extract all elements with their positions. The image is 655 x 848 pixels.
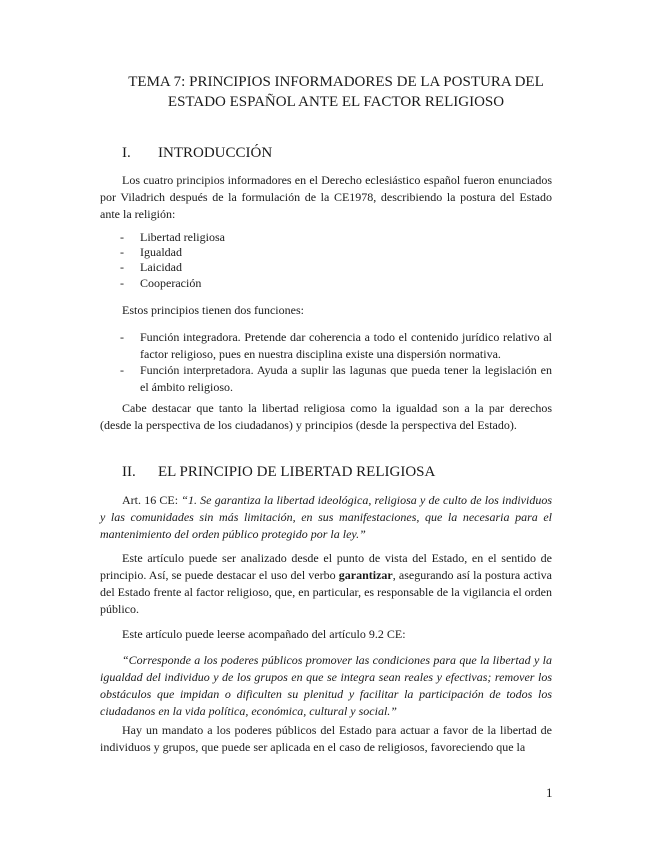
analysis-bold-verb: garantizar: [338, 568, 393, 582]
analysis-text-a: Este artículo puede ser analizado desde el punto de vista del Estado, en el sentido de principio. Así, se puede destacar el uso del verbo: [100, 551, 552, 582]
section-title: INTRODUCCIÓN: [158, 145, 273, 161]
section-number: I.: [122, 145, 131, 161]
intro-paragraph: Los cuatro principios informadores en el Derecho eclesiástico español fueron enunciados por Viladrich después de la formulación de la CE1978, describiendo la postura del Estado ante la religión:: [100, 173, 552, 221]
functions-intro: Estos principios tienen dos funciones:: [122, 303, 304, 317]
analysis-text-b: , asegurando así la postura activa del Estado frente al factor religioso, que, en particular, es responsable de la vigilancia el orden público.: [100, 568, 553, 616]
functions-list: [120, 329, 552, 395]
analysis-paragraph: [100, 550, 552, 618]
closing-paragraph: Cabe destacar que tanto la libertad religiosa como la igualdad son a la par derechos (desde la perspectiva de los ciudadanos) y principios (desde la perspectiva del Estado).: [100, 401, 552, 432]
list-item: - Laicidad: [120, 260, 225, 275]
page-title: [100, 72, 572, 112]
list-item: - Función interpretadora. Ayuda a suplir las lagunas que pueda tener la legislación en el ámbito religioso.: [120, 362, 552, 395]
list-item: - Cooperación: [120, 276, 225, 291]
article-16-paragraph: [100, 492, 552, 543]
article-16-quote: “1. Se garantiza la libertad ideológica, religiosa y de culto de los individuos y las comunidades sin más limitación, en sus manifestaciones, que la necesaria para el mantenimiento del orden público protegido por la ley.”: [100, 493, 552, 541]
section-heading-libertad-religiosa: [122, 464, 435, 481]
mandate-paragraph: Hay un mandato a los poderes públicos del Estado para actuar a favor de la libertad de individuos y grupos, que puede ser aplicada en el caso de religiosos, favoreciendo que la: [100, 723, 552, 754]
section-heading-introduccion: [122, 145, 272, 162]
principles-list: [120, 230, 225, 291]
article-9-2-quote: “Corresponde a los poderes públicos promover las condiciones para que la libertad y la igualdad del individuo y de los grupos en que se integra sean reales y efectivas; remover los obstáculos que impidan o dificulten su plenitud y facilitar la participación de todos los ciudadanos en la vida política, económica, cultural y social.”: [100, 653, 552, 718]
article-16-label: Art. 16 CE:: [122, 493, 182, 507]
page-number: 1: [546, 785, 553, 800]
title-line-2: ESTADO ESPAÑOL ANTE EL FACTOR RELIGIOSO: [167, 94, 505, 110]
list-item: - Función integradora. Pretende dar coherencia a todo el contenido jurídico relativo al factor religioso, pues en nuestra disciplina existe una dispersión normativa.: [120, 329, 552, 362]
list-item: - Libertad religiosa: [120, 230, 225, 245]
article-9-2-intro: Este artículo puede leerse acompañado del artículo 9.2 CE:: [122, 627, 406, 641]
section-number: II.: [122, 464, 136, 480]
list-item: - Igualdad: [120, 245, 225, 260]
section-title: EL PRINCIPIO DE LIBERTAD RELIGIOSA: [158, 464, 436, 480]
title-line-1: TEMA 7: PRINCIPIOS INFORMADORES DE LA POSTURA DEL: [128, 74, 544, 90]
